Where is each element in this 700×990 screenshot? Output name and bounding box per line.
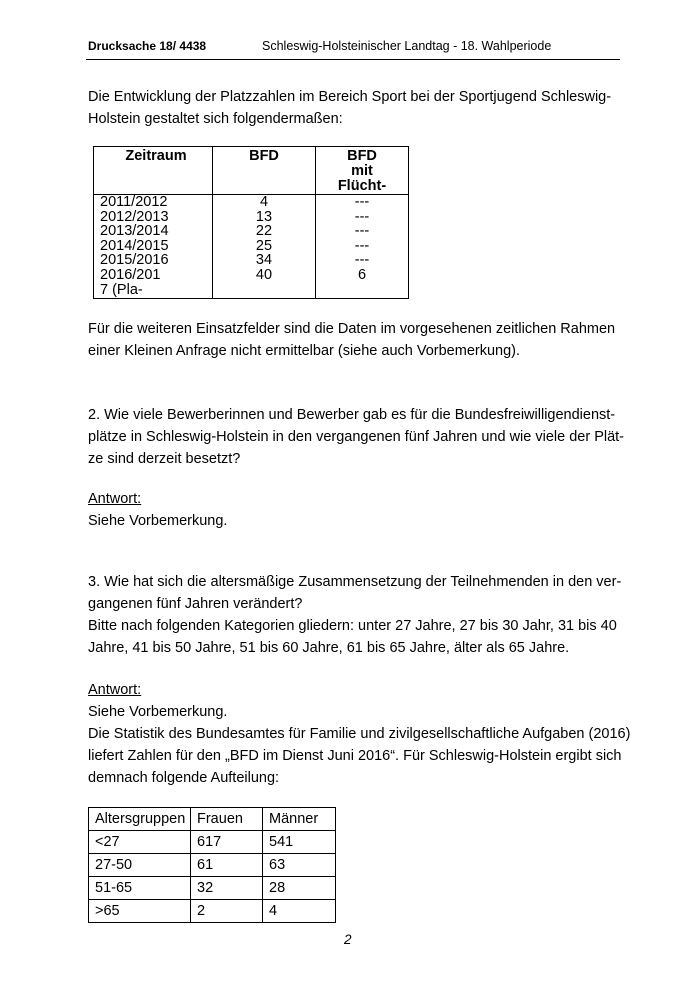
header-divider — [86, 59, 620, 60]
column-header-bfd-refugees — [316, 147, 409, 195]
cell-bfd-refugees: --- — [316, 239, 409, 254]
cell-men: 28 — [263, 877, 336, 900]
answer-text: Die Statistik des Bundesamtes für Familie und zivilgesellschaftliche Aufgaben (2016) — [88, 726, 631, 742]
table-row — [89, 854, 336, 877]
cell-bfd: 25 — [213, 239, 316, 254]
column-header-line: Flücht- — [337, 178, 387, 194]
cell-bfd: 34 — [213, 253, 316, 268]
column-header-men: Männer — [263, 808, 336, 831]
cell-bfd: 4 — [213, 195, 316, 210]
column-header-women: Frauen — [191, 808, 263, 831]
cell-period-line: 7 (Pla- — [100, 281, 143, 298]
table-row — [89, 877, 336, 900]
question-line: Bitte nach folgenden Kategorien gliedern: unter 27 Jahre, 27 bis 30 Jahr, 31 bis 40 — [88, 618, 617, 634]
sport-places-table — [93, 146, 409, 299]
cell-men: 63 — [263, 854, 336, 877]
cell-period: 2015/2016 — [94, 253, 213, 268]
paragraph-line: Für die weiteren Einsatzfelder sind die Daten im vorgesehenen zeitlichen Rahmen — [88, 321, 616, 337]
question-line: ze sind derzeit besetzt? — [88, 451, 241, 467]
cell-age-group: <27 — [89, 831, 191, 854]
cell-period: 2012/2013 — [94, 210, 213, 225]
question-line: gangenen fünf Jahren verändert? — [88, 596, 303, 612]
answer-label: Antwort: — [88, 682, 142, 698]
cell-bfd-refugees: --- — [316, 224, 409, 239]
cell-women: 2 — [191, 900, 263, 923]
intro-line: Holstein gestaltet sich folgendermaßen: — [88, 111, 343, 127]
question-line: 2. Wie viele Bewerberinnen und Bewerber gab es für die Bundesfreiwilligendienst- — [88, 407, 616, 423]
table-row — [94, 239, 409, 254]
paragraph-line: einer Kleinen Anfrage nicht ermittelbar (siehe auch Vorbemerkung). — [88, 343, 521, 359]
answer-text: demnach folgende Aufteilung: — [88, 770, 280, 786]
cell-bfd: 22 — [213, 224, 316, 239]
column-header-period: Zeitraum — [94, 147, 213, 195]
cell-bfd-refugees: --- — [316, 210, 409, 225]
intro-paragraph — [88, 86, 628, 130]
question-2 — [88, 404, 628, 470]
answer-text: Siehe Vorbemerkung. — [88, 513, 228, 529]
question-3 — [88, 571, 628, 659]
cell-women: 61 — [191, 854, 263, 877]
cell-period-line: 2016/201 — [100, 266, 161, 283]
answer-3 — [88, 679, 631, 789]
cell-bfd: 40 — [213, 268, 316, 299]
question-line: Jahre, 41 bis 50 Jahre, 51 bis 60 Jahre, 61 bis 65 Jahre, älter als 65 Jahre. — [88, 640, 570, 656]
table-row — [89, 900, 336, 923]
page-number: 2 — [344, 932, 352, 947]
cell-women: 617 — [191, 831, 263, 854]
cell-men: 4 — [263, 900, 336, 923]
table-header-row — [94, 147, 409, 195]
other-fields-paragraph — [88, 318, 628, 362]
table-row — [94, 224, 409, 239]
answer-text: liefert Zahlen für den „BFD im Dienst Juni 2016“. Für Schleswig-Holstein ergibt sich — [88, 748, 622, 764]
cell-period — [94, 268, 213, 299]
question-line: 3. Wie hat sich die altersmäßige Zusammensetzung der Teilnehmenden in den ver- — [88, 574, 622, 590]
cell-bfd-refugees: --- — [316, 195, 409, 210]
cell-bfd-refugees: --- — [316, 253, 409, 268]
answer-label: Antwort: — [88, 491, 142, 507]
cell-bfd: 13 — [213, 210, 316, 225]
cell-men: 541 — [263, 831, 336, 854]
column-header-age-group: Altersgruppen — [89, 808, 191, 831]
answer-text: Siehe Vorbemerkung. — [88, 704, 228, 720]
cell-period: 2013/2014 — [94, 224, 213, 239]
cell-age-group: 51-65 — [89, 877, 191, 900]
table-row — [94, 210, 409, 225]
table-row — [94, 253, 409, 268]
answer-2 — [88, 488, 628, 532]
table-header-row — [89, 808, 336, 831]
age-groups-table — [88, 807, 336, 923]
cell-period: 2014/2015 — [94, 239, 213, 254]
document-number: Drucksache 18/ 4438 — [88, 39, 207, 53]
cell-period: 2011/2012 — [94, 195, 213, 210]
question-line: plätze in Schleswig-Holstein in den vergangenen fünf Jahren und wie viele der Plät- — [88, 429, 625, 445]
column-header-line: mit — [351, 163, 373, 179]
column-header-line: BFD — [347, 148, 377, 164]
column-header-bfd: BFD — [213, 147, 316, 195]
table-row — [94, 195, 409, 210]
cell-age-group: >65 — [89, 900, 191, 923]
cell-women: 32 — [191, 877, 263, 900]
intro-line: Die Entwicklung der Platzzahlen im Bereich Sport bei der Sportjugend Schleswig- — [88, 89, 612, 105]
cell-bfd-refugees: 6 — [316, 268, 409, 299]
document-header-title: Schleswig-Holsteinischer Landtag - 18. Wahlperiode — [262, 39, 552, 53]
table-row — [89, 831, 336, 854]
cell-age-group: 27-50 — [89, 854, 191, 877]
table-row — [94, 268, 409, 299]
